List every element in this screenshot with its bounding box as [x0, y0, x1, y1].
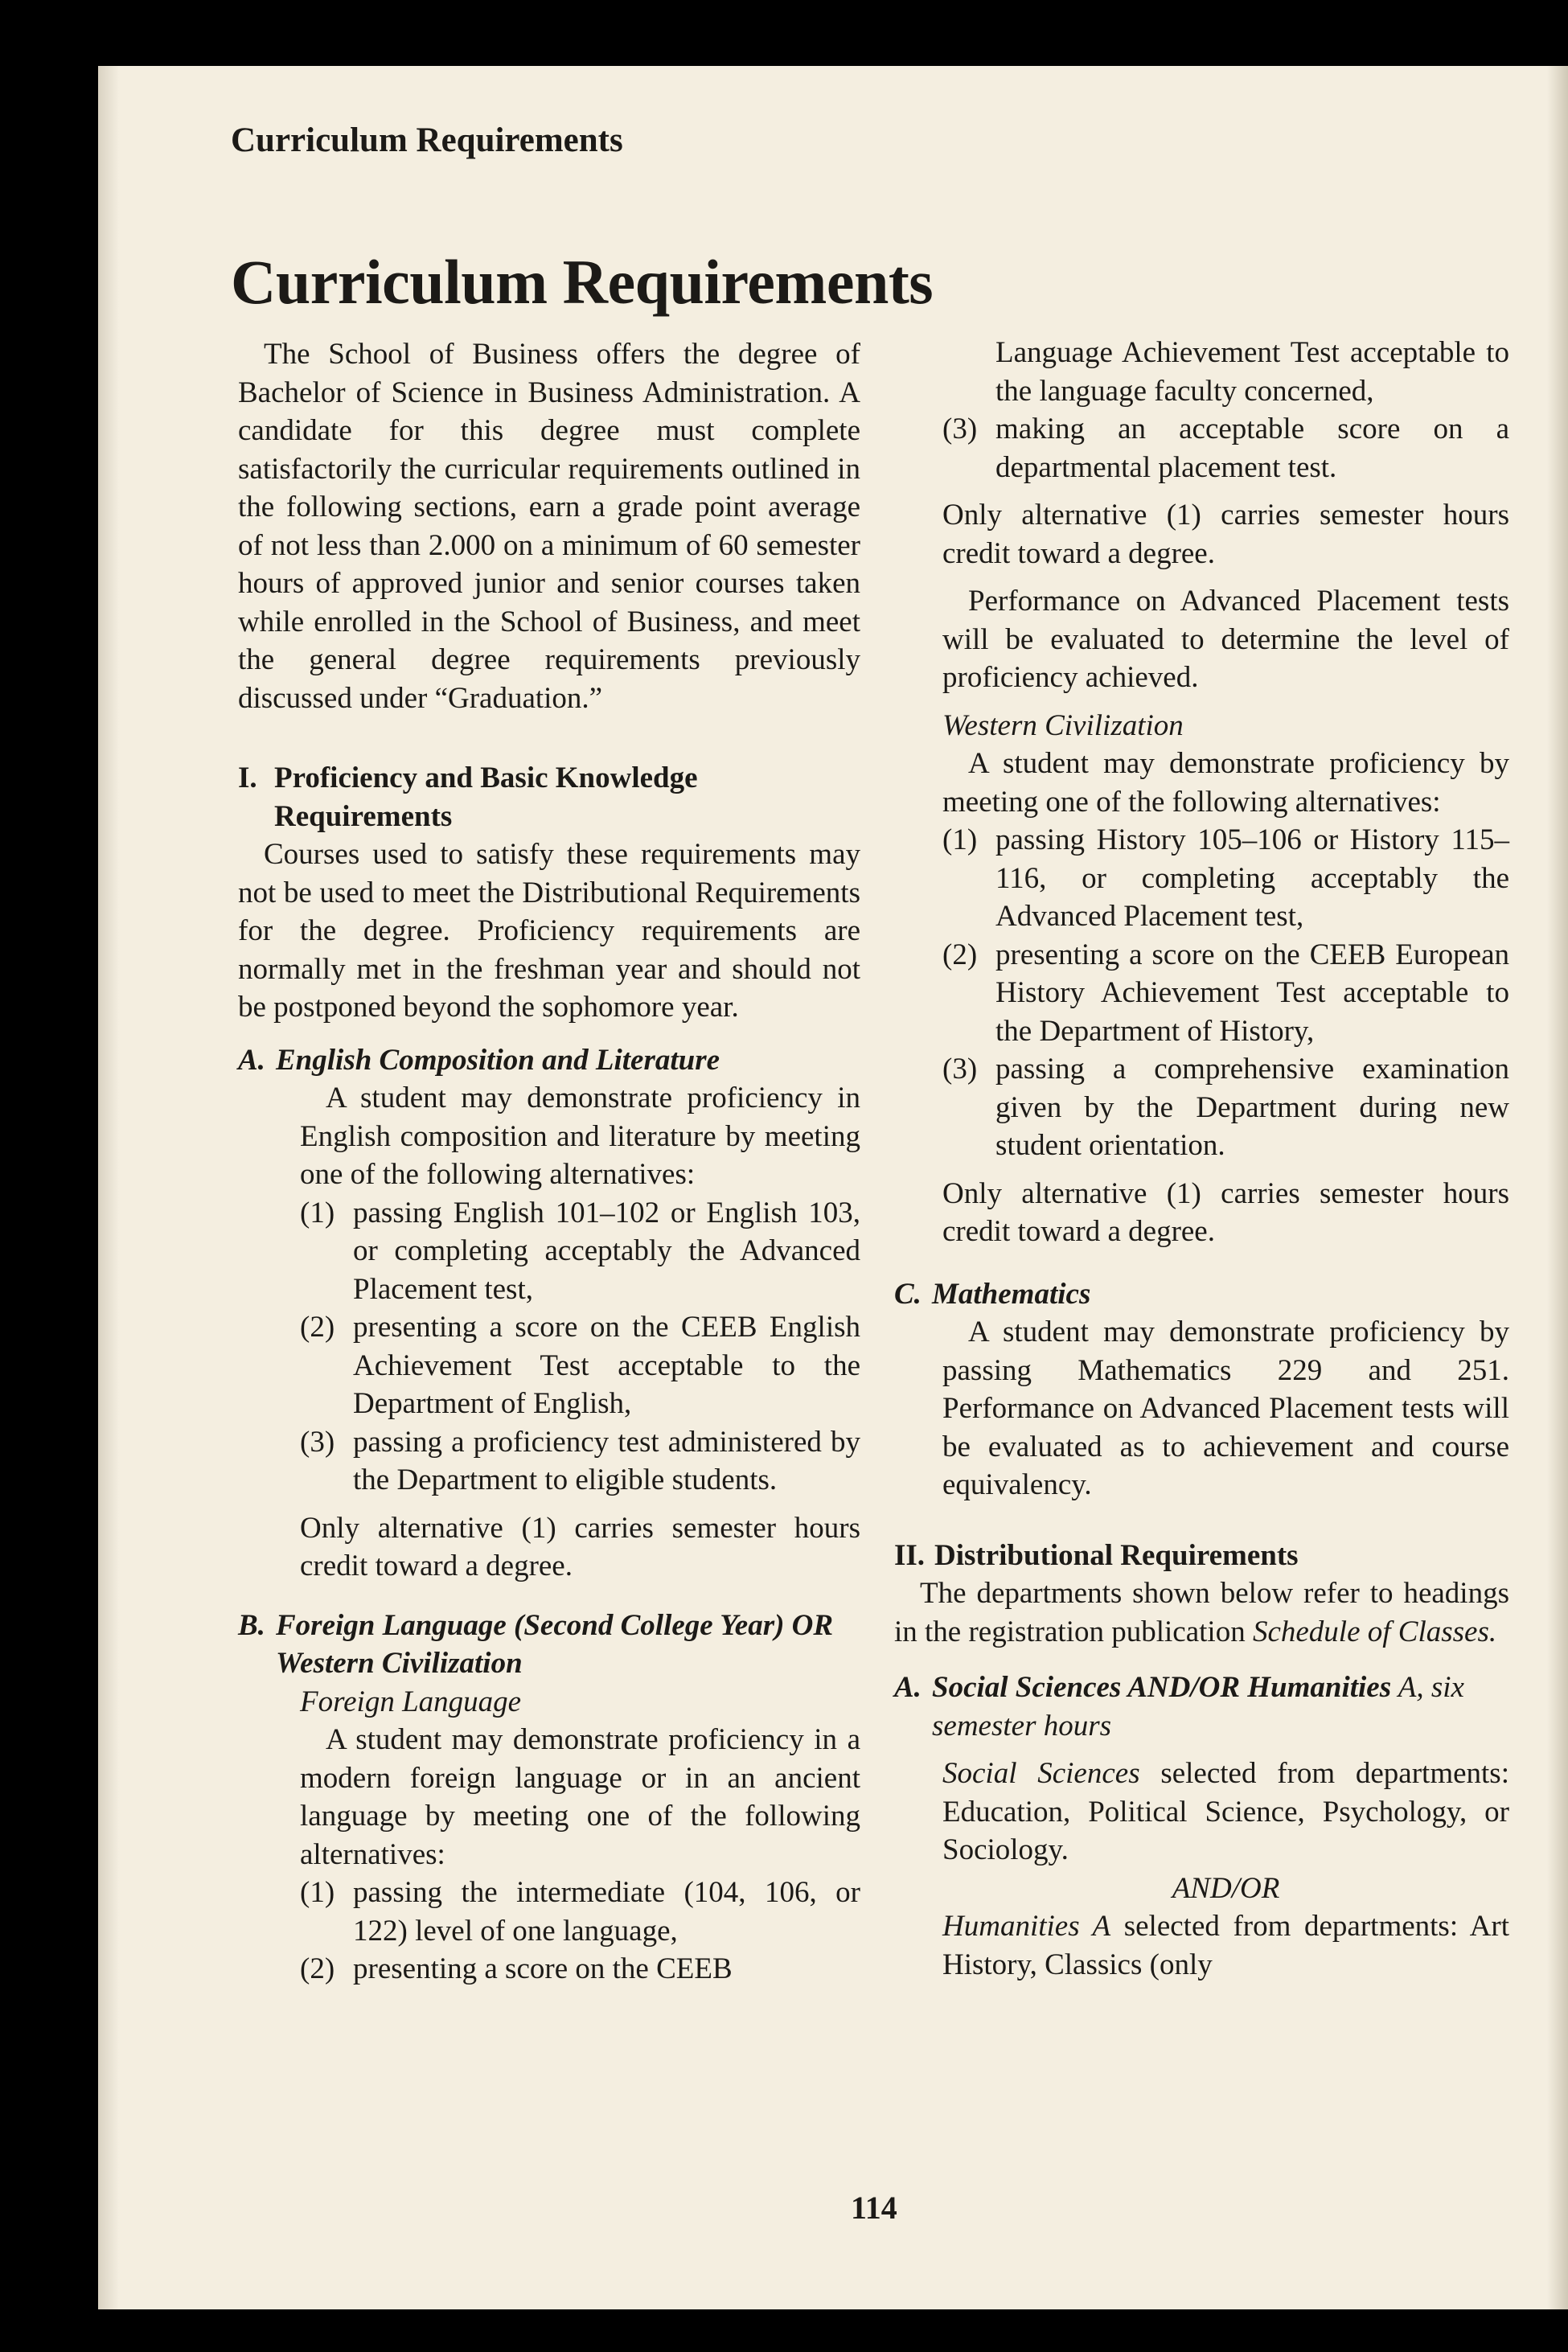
item-number: (2) [300, 1952, 335, 1985]
list-item [942, 1050, 1509, 1165]
humanities-text [942, 1907, 1509, 1984]
item-number: (1) [942, 823, 978, 856]
subsection-letter: B. [238, 1608, 265, 1642]
item-text-continued: Language Achievement Test acceptable to the language faculty concerned, [995, 336, 1509, 408]
running-header: Curriculum Requirements [231, 121, 623, 159]
humanities-detail: selected from departments: Art History, Classics (only [942, 1910, 1509, 1981]
list-item [300, 1423, 860, 1500]
western-civ-note: Only alternative (1) carries semester hours credit toward a degree. [942, 1176, 1509, 1248]
advanced-placement-note: Performance on Advanced Placement tests will be evaluated to determine the level of proficiency achieved. [942, 585, 1509, 694]
list-item [942, 936, 1509, 1051]
subsection-c-text: A student may demonstrate proficiency by passing Mathematics 229 and 251. Performance on Advanced Placement tests will be evaluated as to achievement and course equivalency. [942, 1316, 1509, 1501]
subsection-title: English Composition and Literature [276, 1043, 720, 1077]
list-item [942, 821, 1509, 936]
social-sciences-label: Social Sciences [942, 1757, 1140, 1790]
right-column [894, 334, 1509, 1984]
subsection-title: Foreign Language (Second College Year) OR Western Civilization [276, 1608, 834, 1680]
subsection-c-heading [894, 1275, 1509, 1314]
subsection-a-text: A student may demonstrate proficiency in English composition and literature by meeting one of the following alternatives: [300, 1082, 860, 1191]
subsection-letter: A. [894, 1671, 922, 1704]
subsection-letter: A. [238, 1043, 265, 1077]
subsection-title: Mathematics [932, 1277, 1091, 1311]
item-text: passing History 105–106 or History 115–116, or completing acceptably the Advanced Placement test, [995, 823, 1509, 933]
and-or-connector: AND/OR [1172, 1871, 1280, 1905]
item-number: (3) [300, 1425, 335, 1459]
intro-paragraph: The School of Business offers the degree of Bachelor of Science in Business Administration. A candidate for this degree must complete satisfactorily the curricular requirements outlined in the following sections, earn a grade point average of not less than 2.000 on a minimum of 60 semester hours of approved junior and senior courses taken while enrolled in the School of Business, and meet the general degree requirements previously discussed under “Graduation.” [238, 338, 860, 715]
subsection-a-body [238, 1079, 860, 1586]
foreign-language-text: A student may demonstrate proficiency in a modern foreign language or in an ancient language by meeting one of the following alternatives: [300, 1723, 860, 1871]
section-1-heading [238, 759, 860, 835]
item-text: presenting a score on the CEEB European History Achievement Test acceptable to the Department of History, [995, 938, 1509, 1048]
item-number: (2) [300, 1311, 335, 1344]
item-number: (1) [300, 1876, 335, 1909]
subsection-b-heading [238, 1607, 860, 1683]
section-2-heading [894, 1537, 1509, 1575]
list-item [300, 1874, 860, 1950]
foreign-language-heading: Foreign Language [300, 1685, 522, 1718]
western-civ-text: A student may demonstrate proficiency by meeting one of the following alternatives: [942, 747, 1509, 819]
item-number: (3) [942, 413, 978, 445]
page-number: 114 [851, 2190, 897, 2226]
section-2-text-main: The departments shown below refer to headings in the registration publication [894, 1577, 1509, 1648]
section-number: II. [894, 1538, 926, 1572]
section-1-text: Courses used to satisfy these requirements may not be used to meet the Distributional Requirements for the degree. Proficiency requirements are normally met in the freshman year and should not be postponed beyond the sophomore year. [238, 838, 860, 1024]
left-column [238, 335, 860, 1988]
schedule-of-classes: Schedule of Classes. [1252, 1615, 1497, 1648]
item-text: passing the intermediate (104, 106, or 122) level of one language, [353, 1876, 860, 1948]
social-sciences-text [942, 1755, 1509, 1870]
list-item-continued [942, 334, 1509, 410]
section-title: Proficiency and Basic Knowledge Requirements [274, 761, 698, 833]
list-item [942, 410, 1509, 486]
section-2-text [894, 1574, 1509, 1651]
item-text: passing a comprehensive examination given by the Department during new student orientation. [995, 1053, 1509, 1162]
humanities-label: Humanities A [942, 1910, 1111, 1943]
item-text: presenting a score on the CEEB English Achievement Test acceptable to the Department of English, [353, 1311, 860, 1420]
foreign-language-note: Only alternative (1) carries semester hours credit toward a degree. [942, 499, 1509, 570]
section-title: Distributional Requirements [934, 1538, 1299, 1572]
item-text-start: presenting a score on the CEEB [353, 1952, 733, 1985]
list-item [300, 1194, 860, 1309]
list-item [300, 1308, 860, 1423]
page-gutter [98, 66, 119, 2309]
social-sciences-detail: selected from departments: Education, Political Science, Psychology, or Sociology. [942, 1757, 1509, 1866]
page-edge [1547, 66, 1568, 2309]
section-number: I. [238, 761, 257, 794]
item-text: making an acceptable score on a departmental placement test. [995, 413, 1509, 484]
subsection-title-suffix: A, six semester hours [932, 1671, 1464, 1742]
item-number: (1) [300, 1196, 335, 1229]
subsection-a-heading [238, 1041, 860, 1080]
list-item [300, 1950, 860, 1988]
subsection-b-body [238, 1683, 860, 1989]
item-text: passing a proficiency test administered by the Department to eligible students. [353, 1425, 860, 1496]
subsection-2a-heading [894, 1669, 1509, 1745]
subsection-a-note: Only alternative (1) carries semester hours credit toward a degree. [300, 1511, 860, 1582]
page-title: Curriculum Requirements [231, 247, 934, 317]
item-number: (3) [942, 1053, 978, 1086]
subsection-letter: C. [894, 1277, 922, 1311]
subsection-title: Social Sciences AND/OR Humanities [932, 1671, 1392, 1704]
item-text: passing English 101–102 or English 103, or completing acceptably the Advanced Placement test, [353, 1196, 860, 1306]
western-civ-heading: Western Civilization [942, 708, 1184, 742]
item-number: (2) [942, 938, 978, 971]
